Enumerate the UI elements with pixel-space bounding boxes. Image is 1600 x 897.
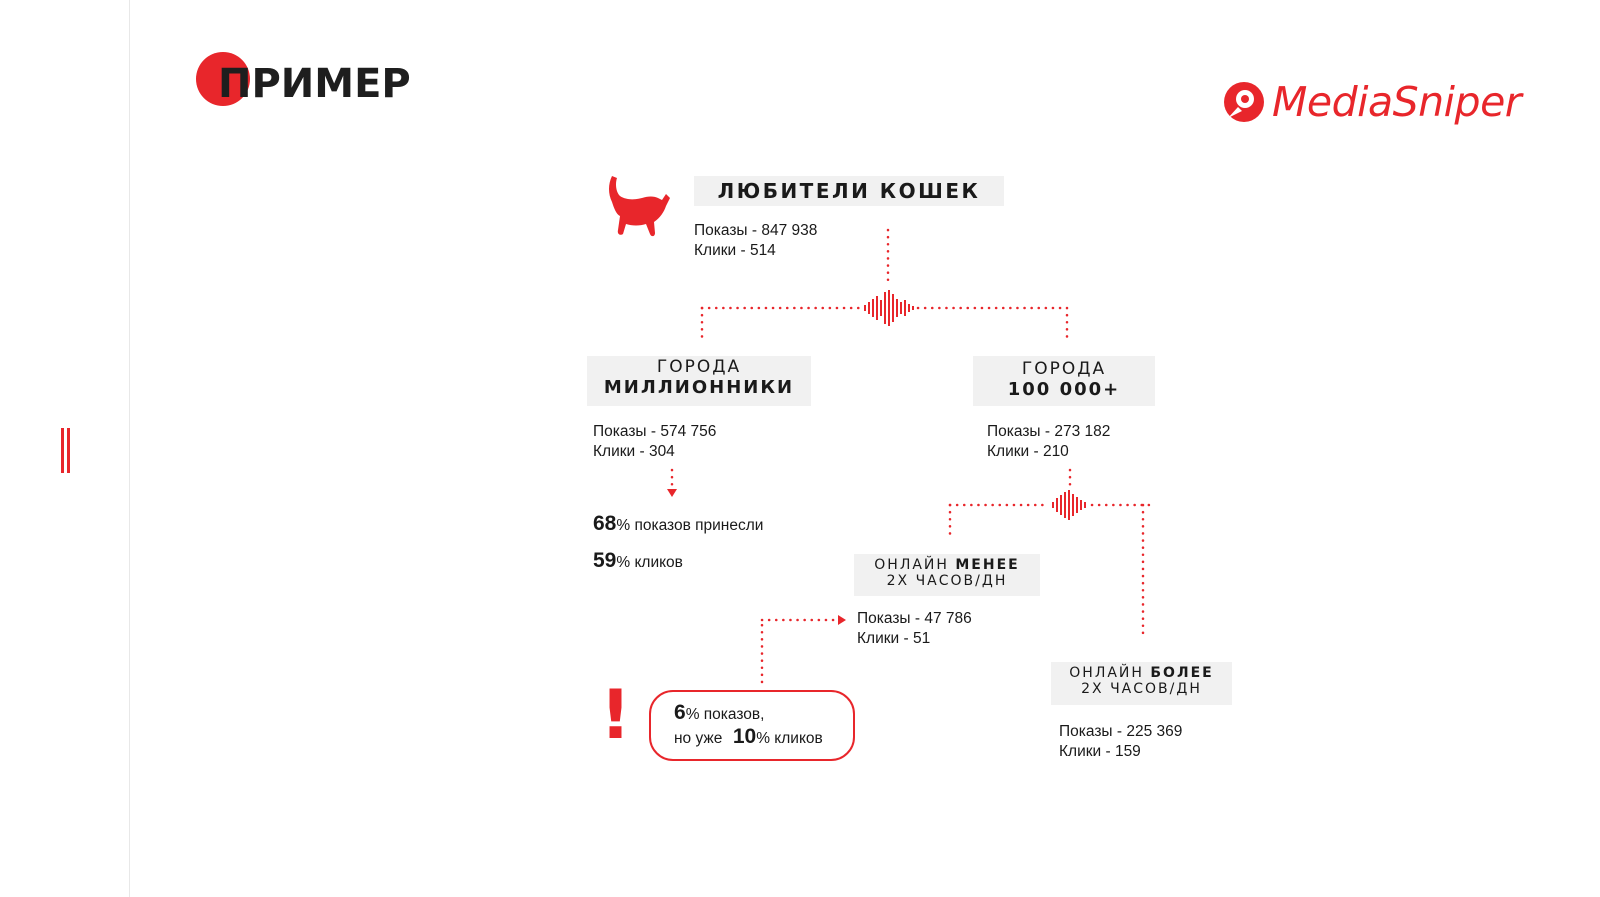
pct-clicks-value: 59 bbox=[593, 549, 617, 572]
100k-shows: Показы - 273 182 bbox=[987, 423, 1111, 440]
primer-logo-text: ПРИМЕР bbox=[218, 61, 411, 107]
online-more-clicks: Клики - 159 bbox=[1059, 743, 1141, 760]
million-cities-line1: ГОРОДА bbox=[656, 357, 742, 377]
million-pct-clicks bbox=[593, 549, 683, 573]
100k-cities-line1: ГОРОДА bbox=[1021, 359, 1107, 379]
callout-line1 bbox=[674, 701, 764, 725]
pct-clicks-text: % кликов bbox=[616, 554, 683, 571]
online-more-line2: 2Х ЧАСОВ/ДН bbox=[1081, 681, 1202, 698]
pct-shows-value: 68 bbox=[593, 512, 617, 535]
arrow-right-icon bbox=[838, 615, 846, 625]
million-pct-shows bbox=[593, 512, 763, 536]
million-cities-line2: МИЛЛИОННИКИ bbox=[603, 376, 795, 398]
million-shows: Показы - 574 756 bbox=[593, 423, 717, 440]
online-less-clicks: Клики - 51 bbox=[857, 630, 931, 647]
100k-clicks: Клики - 210 bbox=[987, 443, 1069, 460]
callout-prefix2: но уже bbox=[674, 730, 723, 747]
online-more-shows: Показы - 225 369 bbox=[1059, 723, 1183, 740]
online-more-label bbox=[1051, 662, 1232, 705]
cat-icon bbox=[604, 170, 676, 242]
online-less-shows: Показы - 47 786 bbox=[857, 610, 972, 627]
online-less-label bbox=[854, 554, 1040, 596]
online-more-bold: БОЛЕЕ bbox=[1150, 665, 1214, 681]
online-less-pre: ОНЛАЙН bbox=[874, 557, 949, 573]
100k-cities-line2: 100 000+ bbox=[1007, 378, 1121, 400]
online-more-pre: ОНЛАЙН bbox=[1069, 665, 1144, 681]
callout-value2: 10 bbox=[732, 725, 757, 748]
callout-text2: % кликов bbox=[756, 730, 823, 747]
waveform-icon bbox=[1052, 490, 1086, 520]
callout-text1: % показов, bbox=[685, 706, 765, 723]
100k-cities-label bbox=[973, 356, 1155, 406]
root-label: ЛЮБИТЕЛИ КОШЕК bbox=[694, 176, 1004, 206]
online-less-line2: 2Х ЧАСОВ/ДН bbox=[886, 573, 1008, 590]
pct-shows-text: % показов принесли bbox=[616, 517, 764, 534]
callout-value1: 6 bbox=[674, 701, 686, 724]
waveform-icon bbox=[864, 290, 914, 326]
million-clicks: Клики - 304 bbox=[593, 443, 675, 460]
callout-line2 bbox=[674, 725, 823, 749]
mediasniper-logo-text: MediaSniper bbox=[1272, 78, 1522, 126]
million-cities-label bbox=[587, 356, 811, 406]
callout-box bbox=[649, 690, 855, 761]
online-less-bold: МЕНЕЕ bbox=[955, 557, 1020, 573]
root-shows: Показы - 847 938 bbox=[694, 222, 818, 239]
arrow-down-icon bbox=[667, 489, 677, 497]
exclamation-icon: ! bbox=[600, 676, 632, 755]
root-clicks: Клики - 514 bbox=[694, 242, 776, 259]
